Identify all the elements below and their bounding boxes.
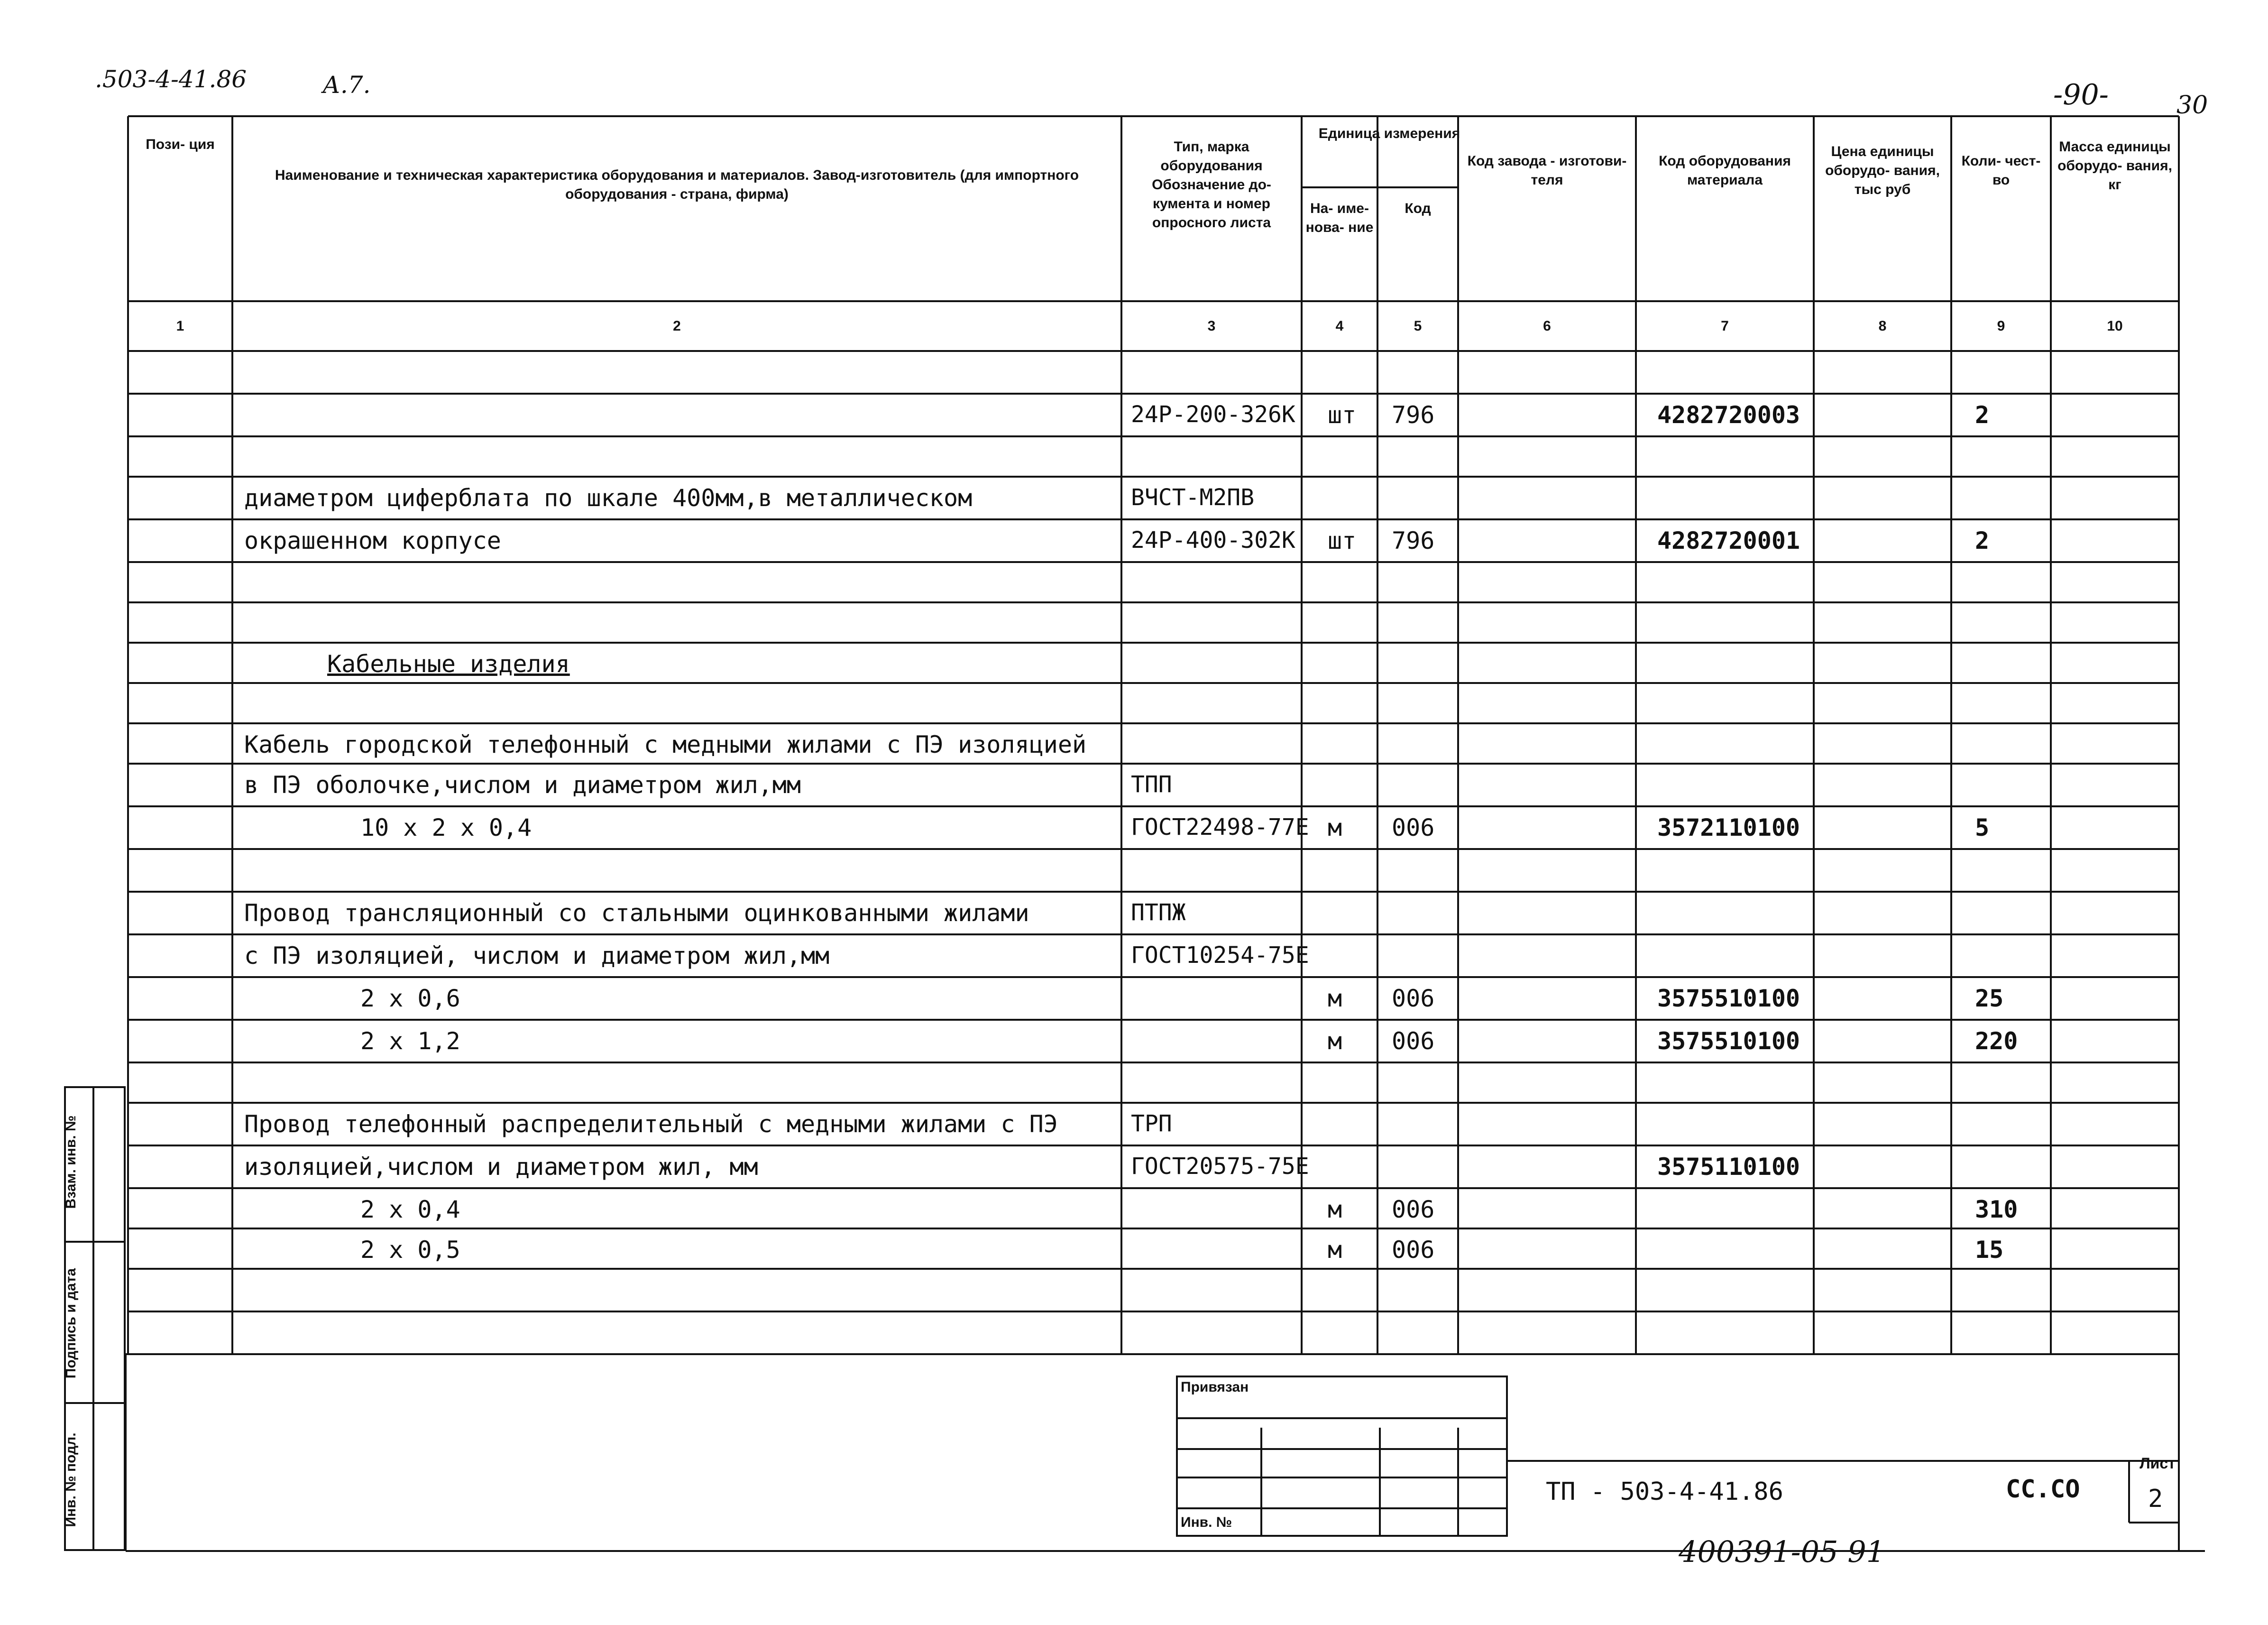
row-17-unit-code: 006	[1392, 1027, 1435, 1055]
stamp-designation: ТП - 503-4-41.86	[1546, 1477, 1783, 1506]
stamp-section: СС.СО	[2006, 1475, 2080, 1504]
inv-no-label: Инв. №	[1181, 1514, 1232, 1530]
bottom-note: 400391-05 91	[1679, 1534, 1885, 1569]
document-code: .503-4-41.86	[95, 65, 247, 93]
row-14-name: Провод трансляционный со стальными оцинкованными жилами	[244, 899, 1029, 927]
row-5-quantity: 2	[1975, 527, 1990, 554]
row-15-name: с ПЭ изоляцией, числом и диаметром жил,мм	[244, 942, 830, 969]
row-14-type: ПТПЖ	[1131, 899, 1186, 926]
podpis-label: Подпись и дата	[63, 1268, 79, 1379]
row-16-unit-code: 006	[1392, 985, 1435, 1012]
column-header-2: Наименование и техническая характеристика оборудования и материалов. Завод-изготовитель (для импортного оборудования - страна, фирма)	[275, 167, 1079, 202]
vzam-inv-label: Взам. инв. №	[63, 1115, 79, 1209]
column-number-9: 9	[1997, 318, 2005, 334]
sheet-label: Лист	[2139, 1455, 2176, 1472]
row-16-name: 2 х 0,6	[360, 985, 460, 1012]
row-21-unit: м	[1328, 1196, 1342, 1223]
corner-number: 30	[2176, 91, 2208, 120]
row-11-type: ТПП	[1131, 771, 1172, 798]
unit-group-title: Единица измерения	[1318, 126, 1460, 141]
row-2-unit-code: 796	[1392, 401, 1435, 429]
row-2-type: 24Р-200-326К	[1131, 401, 1295, 428]
row-4-name: диаметром циферблата по шкале 400мм,в металлическом	[244, 484, 973, 512]
row-17-unit: м	[1328, 1027, 1342, 1055]
row-22-quantity: 15	[1975, 1236, 2004, 1264]
row-5-unit: шт	[1328, 527, 1357, 554]
row-16-quantity: 25	[1975, 985, 2004, 1012]
column-header-9: Коли- чест- во	[1961, 153, 2041, 188]
row-4-type: ВЧСТ-М2ПВ	[1131, 484, 1255, 511]
inv-podl-label: Инв. № подл.	[63, 1432, 79, 1527]
row-20-type: ГОСТ20575-75Е	[1131, 1153, 1309, 1180]
column-header-4: На- име- нова- ние	[1305, 201, 1374, 235]
row-19-type: ТРП	[1131, 1110, 1172, 1137]
column-header-10: Масса единицы оборудо- вания, кг	[2057, 139, 2172, 193]
row-21-unit-code: 006	[1392, 1196, 1435, 1223]
album-label: А.7.	[322, 71, 371, 99]
row-12-quantity: 5	[1975, 814, 1990, 841]
row-19-name: Провод телефонный распределительный с медными жилами с ПЭ	[244, 1110, 1058, 1138]
row-11-name: в ПЭ оболочке,числом и диаметром жил,мм	[244, 771, 801, 799]
row-5-unit-code: 796	[1392, 527, 1435, 554]
column-header-1: Пози- ция	[146, 137, 215, 152]
page-number: -90-	[2053, 78, 2109, 111]
row-12-name: 10 х 2 х 0,4	[360, 814, 532, 841]
column-number-4: 4	[1335, 318, 1344, 334]
column-number-5: 5	[1414, 318, 1422, 334]
row-17-material-code: 3575510100	[1657, 1027, 1800, 1055]
row-5-name: окрашенном корпусе	[244, 527, 501, 554]
row-22-name: 2 х 0,5	[360, 1236, 460, 1264]
column-number-1: 1	[176, 318, 184, 334]
row-8-name: Кабельные изделия	[327, 650, 570, 678]
column-header-8: Цена единицы оборудо- вания, тыс руб	[1825, 144, 1940, 197]
privyazan-label: Привязан	[1181, 1379, 1249, 1395]
row-5-type: 24Р-400-302К	[1131, 527, 1295, 554]
column-header-7: Код оборудования материала	[1659, 153, 1791, 188]
sheet-number: 2	[2148, 1485, 2163, 1513]
row-12-type: ГОСТ22498-77Е	[1131, 814, 1309, 840]
column-header-3: Тип, марка оборудования Обозначение до- кумента и номер опросного листа	[1152, 139, 1271, 231]
column-number-8: 8	[1878, 318, 1887, 334]
column-header-6: Код завода - изготови- теля	[1467, 153, 1627, 188]
column-number-6: 6	[1543, 318, 1551, 334]
row-16-material-code: 3575510100	[1657, 985, 1800, 1012]
row-5-material-code: 4282720001	[1657, 527, 1800, 554]
column-number-7: 7	[1721, 318, 1729, 334]
row-16-unit: м	[1328, 985, 1342, 1012]
row-12-unit: м	[1328, 814, 1342, 841]
row-10-name: Кабель городской телефонный с медными жилами с ПЭ изоляцией	[244, 731, 1087, 758]
row-20-name: изоляцией,числом и диаметром жил, мм	[244, 1153, 758, 1181]
row-15-type: ГОСТ10254-75Е	[1131, 942, 1309, 969]
row-2-unit: шт	[1328, 401, 1357, 429]
privyazan-stamp	[1176, 1376, 1508, 1537]
row-21-name: 2 х 0,4	[360, 1196, 460, 1223]
column-header-5: Код	[1405, 201, 1431, 216]
column-number-2: 2	[673, 318, 681, 334]
row-2-quantity: 2	[1975, 401, 1990, 429]
row-17-name: 2 х 1,2	[360, 1027, 460, 1055]
row-22-unit-code: 006	[1392, 1236, 1435, 1264]
row-21-quantity: 310	[1975, 1196, 2018, 1223]
row-20-material-code: 3575110100	[1657, 1153, 1800, 1181]
row-22-unit: м	[1328, 1236, 1342, 1264]
row-12-material-code: 3572110100	[1657, 814, 1800, 841]
column-number-10: 10	[2107, 318, 2123, 334]
row-17-quantity: 220	[1975, 1027, 2018, 1055]
row-2-material-code: 4282720003	[1657, 401, 1800, 429]
row-12-unit-code: 006	[1392, 814, 1435, 841]
column-number-3: 3	[1207, 318, 1216, 334]
